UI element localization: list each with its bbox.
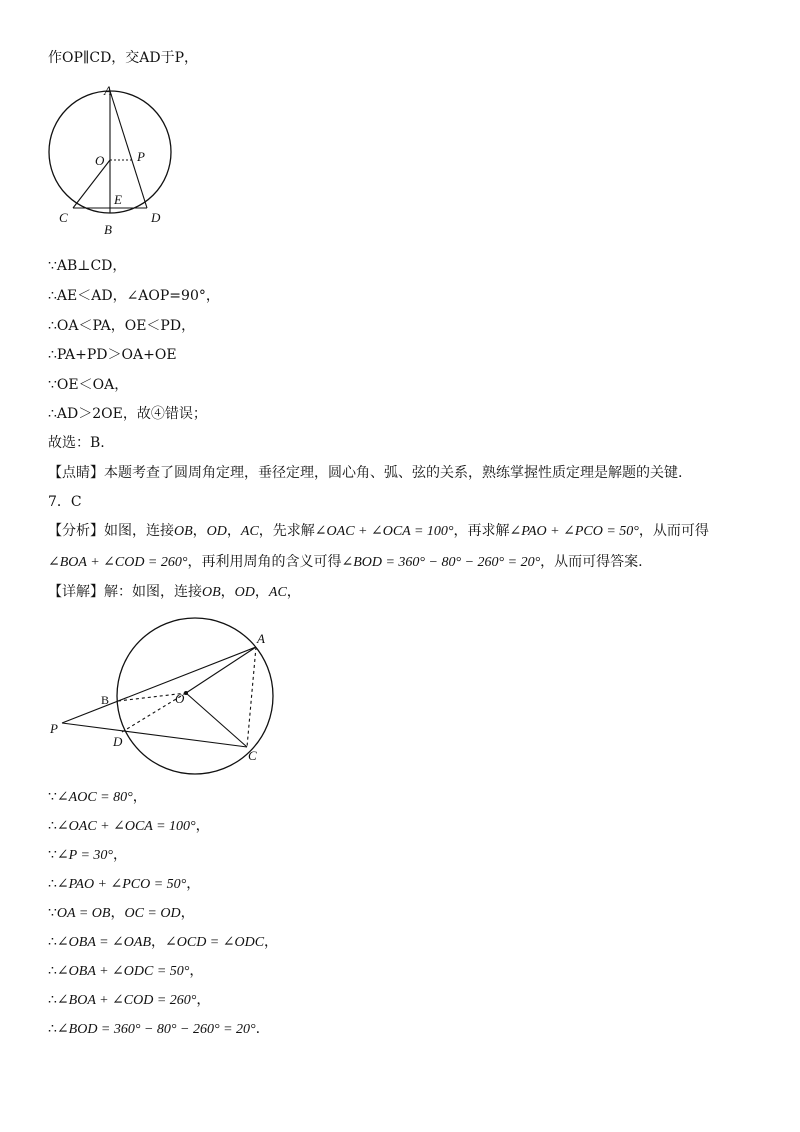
segment-ac	[247, 647, 256, 747]
text: ，	[220, 584, 235, 600]
step-line	[48, 990, 210, 1011]
math: ∠BOD = 360° − 80° − 260° = 20°	[341, 555, 541, 570]
symbol: ∴	[48, 963, 57, 979]
text: 【详解】解：如图，连接	[48, 584, 202, 600]
text: ，	[195, 818, 210, 834]
label-a: A	[257, 631, 265, 646]
text: ，	[186, 876, 201, 892]
text: ，	[192, 523, 207, 539]
math: AC	[268, 585, 287, 600]
text-line: ∵AB⊥CD，	[48, 258, 127, 274]
text: .	[255, 1021, 261, 1037]
math: OD	[206, 524, 227, 539]
math: OC = OD	[124, 906, 181, 921]
math: ∠OAC + ∠OCA = 100°	[56, 819, 196, 834]
math: ∠BOA + ∠COD = 260°	[48, 555, 188, 570]
symbol: ∴	[48, 992, 57, 1008]
math: OB	[174, 524, 193, 539]
step-line	[48, 932, 278, 953]
symbol: ∴	[48, 818, 57, 834]
text: ，	[286, 584, 301, 600]
label-p: P	[50, 721, 58, 736]
text: ，	[196, 992, 211, 1008]
math: ∠BOA + ∠COD = 260°	[56, 993, 197, 1008]
math: ∠PAO + ∠PCO = 50°	[56, 877, 187, 892]
math: ∠AOC = 80°	[56, 790, 133, 805]
text: ，	[264, 934, 279, 950]
text-line: ∴AE＜AD，∠AOP=90°，	[48, 288, 220, 304]
symbol: ∴	[48, 876, 57, 892]
math: AC	[240, 524, 259, 539]
step-line	[48, 845, 127, 866]
text-line: ∴OA＜PA，OE＜PD，	[48, 318, 196, 334]
label-a: A	[104, 83, 112, 98]
math: ∠OCD = ∠ODC	[165, 935, 265, 950]
label-d: D	[151, 210, 161, 225]
question-number: 7．C	[48, 494, 82, 510]
text: ，从而可得	[638, 523, 709, 539]
key-point-paragraph: 【点睛】本题考查了圆周角定理，垂径定理，圆心角、弧、弦的关系，熟练掌握性质定理是解题的关键.	[48, 465, 683, 481]
text: ，	[151, 934, 166, 950]
step-line	[48, 816, 210, 837]
text: ，	[189, 963, 204, 979]
text: 【分析】如图，连接	[48, 523, 174, 539]
center-dot	[184, 691, 188, 695]
label-p: P	[137, 149, 145, 164]
math: OB	[202, 585, 221, 600]
math: OD	[234, 585, 255, 600]
segment-pa	[62, 647, 256, 723]
label-d: D	[113, 734, 123, 749]
math: ∠P = 30°	[56, 848, 113, 863]
label-o: O	[175, 691, 185, 706]
step-line	[48, 787, 147, 808]
text: ，再利用周角的含义可得	[187, 554, 342, 570]
text: ，再求解	[453, 523, 510, 539]
text-line: ∴AD＞2OE，故④错误；	[48, 406, 207, 422]
symbol: ∵	[48, 847, 57, 863]
text: ，	[110, 905, 125, 921]
text: ，先求解	[258, 523, 315, 539]
text-line: ∵OE＜OA，	[48, 377, 129, 393]
text: ，从而可得答案.	[540, 554, 643, 570]
text: ，	[254, 584, 269, 600]
step-line	[48, 1019, 260, 1040]
step-line	[48, 874, 200, 895]
text: ，	[113, 847, 127, 863]
text: ，	[226, 523, 241, 539]
math: ∠OBA = ∠OAB	[56, 935, 152, 950]
text: ，	[132, 789, 147, 805]
math: ∠PAO + ∠PCO = 50°	[509, 524, 639, 539]
symbol: ∴	[48, 1021, 57, 1037]
step-line	[48, 961, 203, 982]
label-b: B	[104, 222, 112, 237]
label-o: O	[95, 153, 105, 168]
label-e: E	[114, 192, 122, 207]
text-line: 作OP∥CD，交AD于P，	[48, 50, 199, 66]
segment-oc	[186, 693, 247, 747]
symbol: ∵	[48, 905, 57, 921]
math: ∠BOD = 360° − 80° − 260° = 20°	[56, 1022, 256, 1037]
symbol: ∴	[48, 934, 57, 950]
label-c: C	[59, 210, 68, 225]
text-line: ∴PA+PD＞OA+OE	[48, 347, 177, 363]
math: ∠OBA + ∠ODC = 50°	[56, 964, 190, 979]
math: OA = OB	[56, 906, 111, 921]
math: ∠OAC + ∠OCA = 100°	[314, 524, 454, 539]
segment-pc	[62, 723, 247, 747]
symbol: ∵	[48, 789, 57, 805]
text: ，	[180, 905, 195, 921]
text-line: 故选：B.	[48, 435, 105, 451]
label-b: B	[101, 693, 110, 707]
step-line	[48, 903, 195, 924]
label-c: C	[248, 748, 257, 763]
